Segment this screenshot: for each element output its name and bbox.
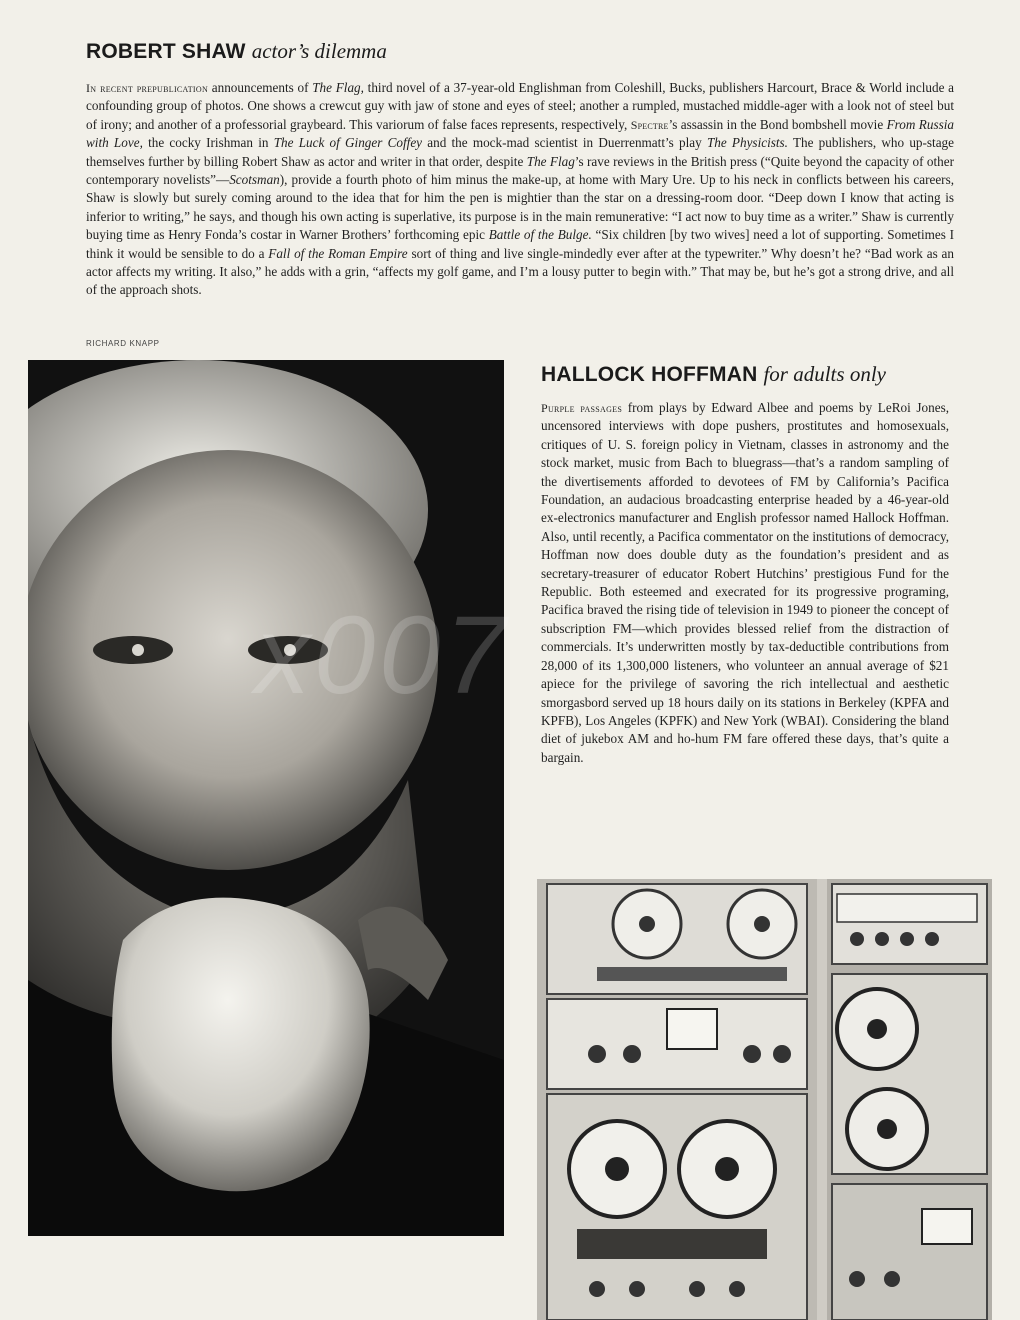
lead-in: Purple passages xyxy=(541,401,623,415)
body-text-run: the cocky Irishman in xyxy=(142,135,274,151)
equipment-illustration xyxy=(537,879,992,1320)
broadcast-equipment-photo xyxy=(537,879,992,1320)
headline-hallock-hoffman xyxy=(541,361,886,388)
body-text-run: announcements of xyxy=(208,80,313,95)
headline-robert-shaw xyxy=(86,38,387,65)
headline-tagline: actor’s dilemma xyxy=(251,39,387,63)
body-text-run: third novel of a 37-year-old Englishman from Coleshill, Bucks, publishers Harcourt, Brace & World include a confounding group of photos. One shows a crewcut guy with jaw of stone and eyes of steel; another a rumpled, mustached middle-ager with a look not of steel but of irony; and another of a professorial graybeard. This variorum of false faces represents, respectively, xyxy=(86,80,954,132)
body-text-run: The publishers, who up-stage themselves further by billing Robert Shaw as actor and writer in that order, despite xyxy=(86,135,955,169)
title-battle-of-the-bulge: Battle of the Bulge. xyxy=(488,227,592,243)
article-hallock-hoffman-body xyxy=(541,399,949,767)
body-text-run: from plays by Edward Albee and poems by LeRoi Jones, uncensored interviews with dope pushers, prostitutes and homosexuals, critiques of U. S. foreign policy in Vietnam, classes in astronomy and the stock market, music from Bach to bluegrass—that’s a random sampling of the divertisements afforded to devotees of FM by California’s Pacifica Foundation, an audacious broadcasting enterprise headed by a 46-year-old ex-electronics manufacturer and English professor named Hallock Hoffman. Also, until recently, a Pacifica commentator on the institutions of democracy, Hoffman now does double duty as the foundation’s president and as secretary-treasurer of educator Robert Hutchins’ prestigious Fund for the Republic. Both esteemed and execrated for its progressive programing, Pacifica braved the rising tide of television in 1949 to pioneer the concept of subscription FM—which provides blessed relief from the distraction of commercials. It’s underwritten mostly by tax-deductible contributions from 28,000 of its 1,300,000 listeners, who volunteer an annual average of $21 apiece for the privilege of savoring the rich intellectual and aesthetic smorgasbord served up 18 hours daily on its stations in Berkeley (KPFA and KPFB), Los Angeles (KPFK) and New York (WBAI). Considering the bland diet of jukebox AM and ho-hum FM fare offered these days, that’s quite a bargain. xyxy=(541,400,949,765)
headline-name: ROBERT SHAW xyxy=(86,40,246,63)
body-text-run: “Six children [by two wives] need a lot of supporting. Sometimes I think it would be sensible to do a xyxy=(86,227,954,261)
body-text-run: ’s rave reviews in the British press (“Quite beyond the capacity of other contemporary novelists”— xyxy=(86,153,954,188)
title-the-flag: The Flag, xyxy=(312,80,364,95)
title-scotsman: Scotsman xyxy=(229,172,280,188)
title-luck-of-ginger-coffey: The Luck of Ginger Coffey xyxy=(273,135,423,151)
headline-name: HALLOCK HOFFMAN xyxy=(541,363,758,386)
title-the-flag-2: The Flag xyxy=(526,153,575,169)
photo-credit: RICHARD KNAPP xyxy=(86,339,160,348)
title-fall-of-the-roman-empire: Fall of the Roman Empire xyxy=(268,245,408,261)
body-text-run: sort of thing and live single-mindedly ever after at the typewriter.” Why doesn’t he? “Bad work as an actor affects my writing. It also,” he adds with a grin, “affects my golf game, and I’m a lousy putter to begin with.” That may be, but he’s got a strong drive, and all of the approach shots. xyxy=(86,245,954,298)
headline-tagline: for adults only xyxy=(763,362,886,386)
title-the-physicists: The Physicists. xyxy=(706,135,788,151)
title-from-russia-with-love: From Russia with Love, xyxy=(86,116,954,151)
article-robert-shaw-body xyxy=(86,79,954,300)
body-text-run: and the mock-mad scientist in Duerrenmatt’s play xyxy=(422,135,707,151)
robert-shaw-portrait-photo xyxy=(28,360,504,1236)
portrait-illustration xyxy=(28,360,504,1236)
spectre-small-caps: Spectre xyxy=(630,117,669,132)
body-text-run: ), provide a fourth photo of him minus the make-up, at home with Mary Ure. Up to his neck in conflicts between his careers, Shaw is slowly but surely coming around to the idea that for him the pen is mightier than the star on a dressing-room door. “Deep down I know that acting is inferior to writing,” he says, and though his own acting is superlative, its purpose is in the main remunerative: “I act now to buy time as a writer.” Shaw is currently buying time as Henry Fonda’s costar in Warner Brothers’ forthcoming epic xyxy=(86,172,954,243)
body-text-run: ’s assassin in the Bond bombshell movie xyxy=(668,116,887,132)
lead-in: In recent prepublication xyxy=(86,81,209,95)
